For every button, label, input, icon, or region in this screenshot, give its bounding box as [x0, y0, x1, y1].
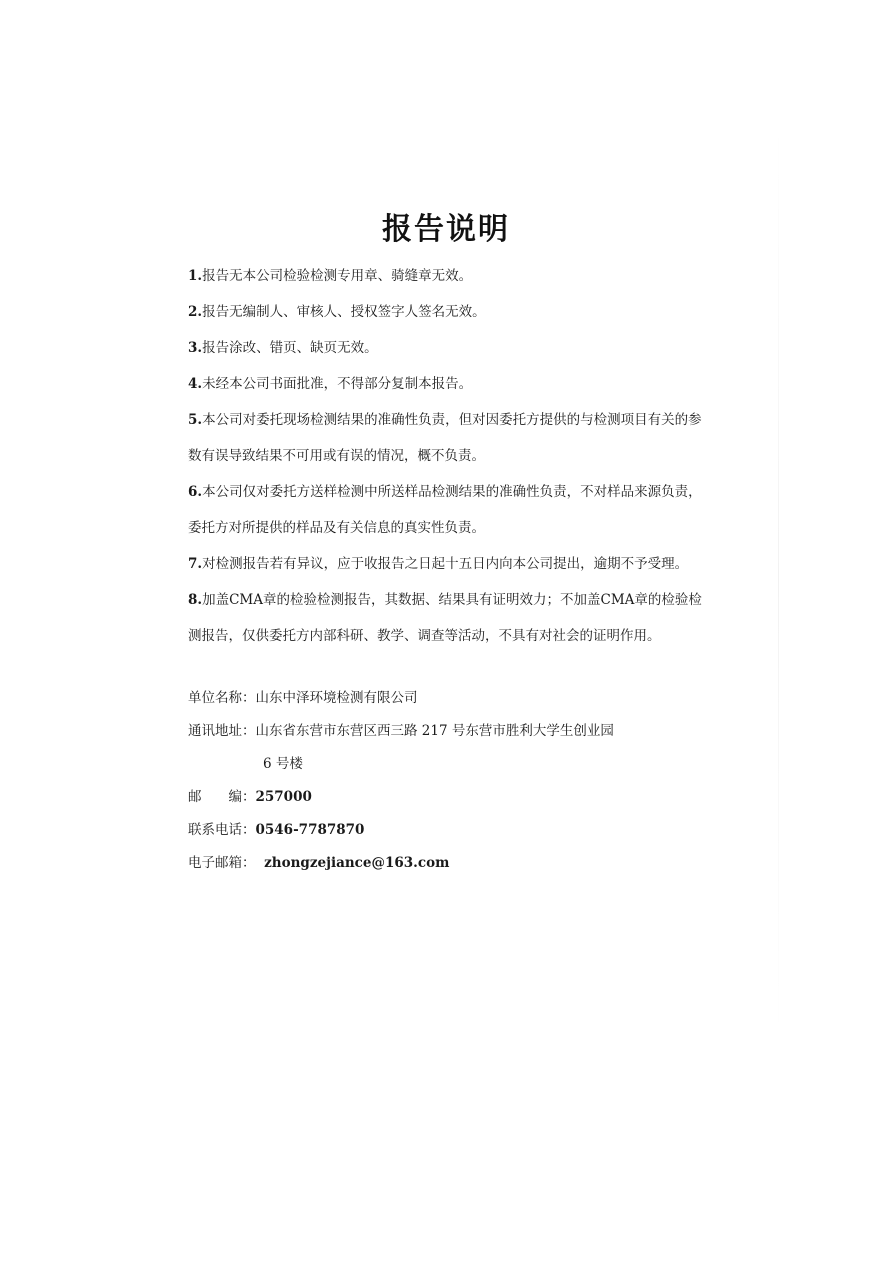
note-item-8: 8.加盖CMA章的检验检测报告，其数据、结果具有证明效力；不加盖CMA章的检验检 测报告，仅供委托方内部科研、教学、调查等活动，不具有对社会的证明作用。: [188, 592, 702, 644]
phone-value: 0546-7787870: [255, 822, 365, 838]
postcode-label: 邮 编：: [188, 789, 256, 805]
company-label: 单位名称：: [188, 690, 256, 706]
email-row: [188, 851, 728, 884]
postcode-value: 257000: [255, 789, 312, 805]
phone-label: 联系电话：: [188, 822, 256, 838]
email-value: zhongzejiance@163.com: [264, 855, 450, 871]
address-row: [188, 719, 728, 752]
phone-row: [188, 818, 728, 851]
address-value-continued: 6 号楼: [263, 756, 303, 772]
note-item-4: 4.未经本公司书面批准，不得部分复制本报告。: [188, 376, 473, 392]
address-label: 通讯地址：: [188, 723, 256, 739]
note-item-6: 6.本公司仅对委托方送样检测中所送样品检测结果的准确性负责，不对样品来源负责， 委托方对所提供的样品及有关信息的真实性负责。: [188, 484, 702, 536]
company-name: 山东中泽环境检测有限公司: [255, 690, 418, 706]
note-item-7: 7.对检测报告若有异议，应于收报告之日起十五日内向本公司提出，逾期不予受理。: [188, 556, 689, 572]
note-item-5: 5.本公司对委托现场检测结果的准确性负责，但对因委托方提供的与检测项目有关的参 数有误导致结果不可用或有误的情况，概不负责。: [188, 412, 702, 464]
contact-info: [188, 686, 728, 884]
note-item-2: 2.报告无编制人、审核人、授权签字人签名无效。: [188, 304, 486, 320]
note-item-3: 3.报告涂改、错页、缺页无效。: [188, 340, 378, 356]
note-item-1: 1.报告无本公司检验检测专用章、骑缝章无效。: [188, 268, 473, 284]
address-row-continued: [188, 752, 728, 785]
notes-list: [188, 258, 708, 654]
email-label: 电子邮箱：: [188, 855, 256, 871]
scan-edge-shadow: [778, 120, 779, 1040]
address-value: 山东省东营市东营区西三路 217 号东营市胜利大学生创业园: [255, 723, 614, 739]
company-row: [188, 686, 728, 719]
postcode-row: [188, 785, 728, 818]
page-title: 报告说明: [382, 212, 510, 247]
